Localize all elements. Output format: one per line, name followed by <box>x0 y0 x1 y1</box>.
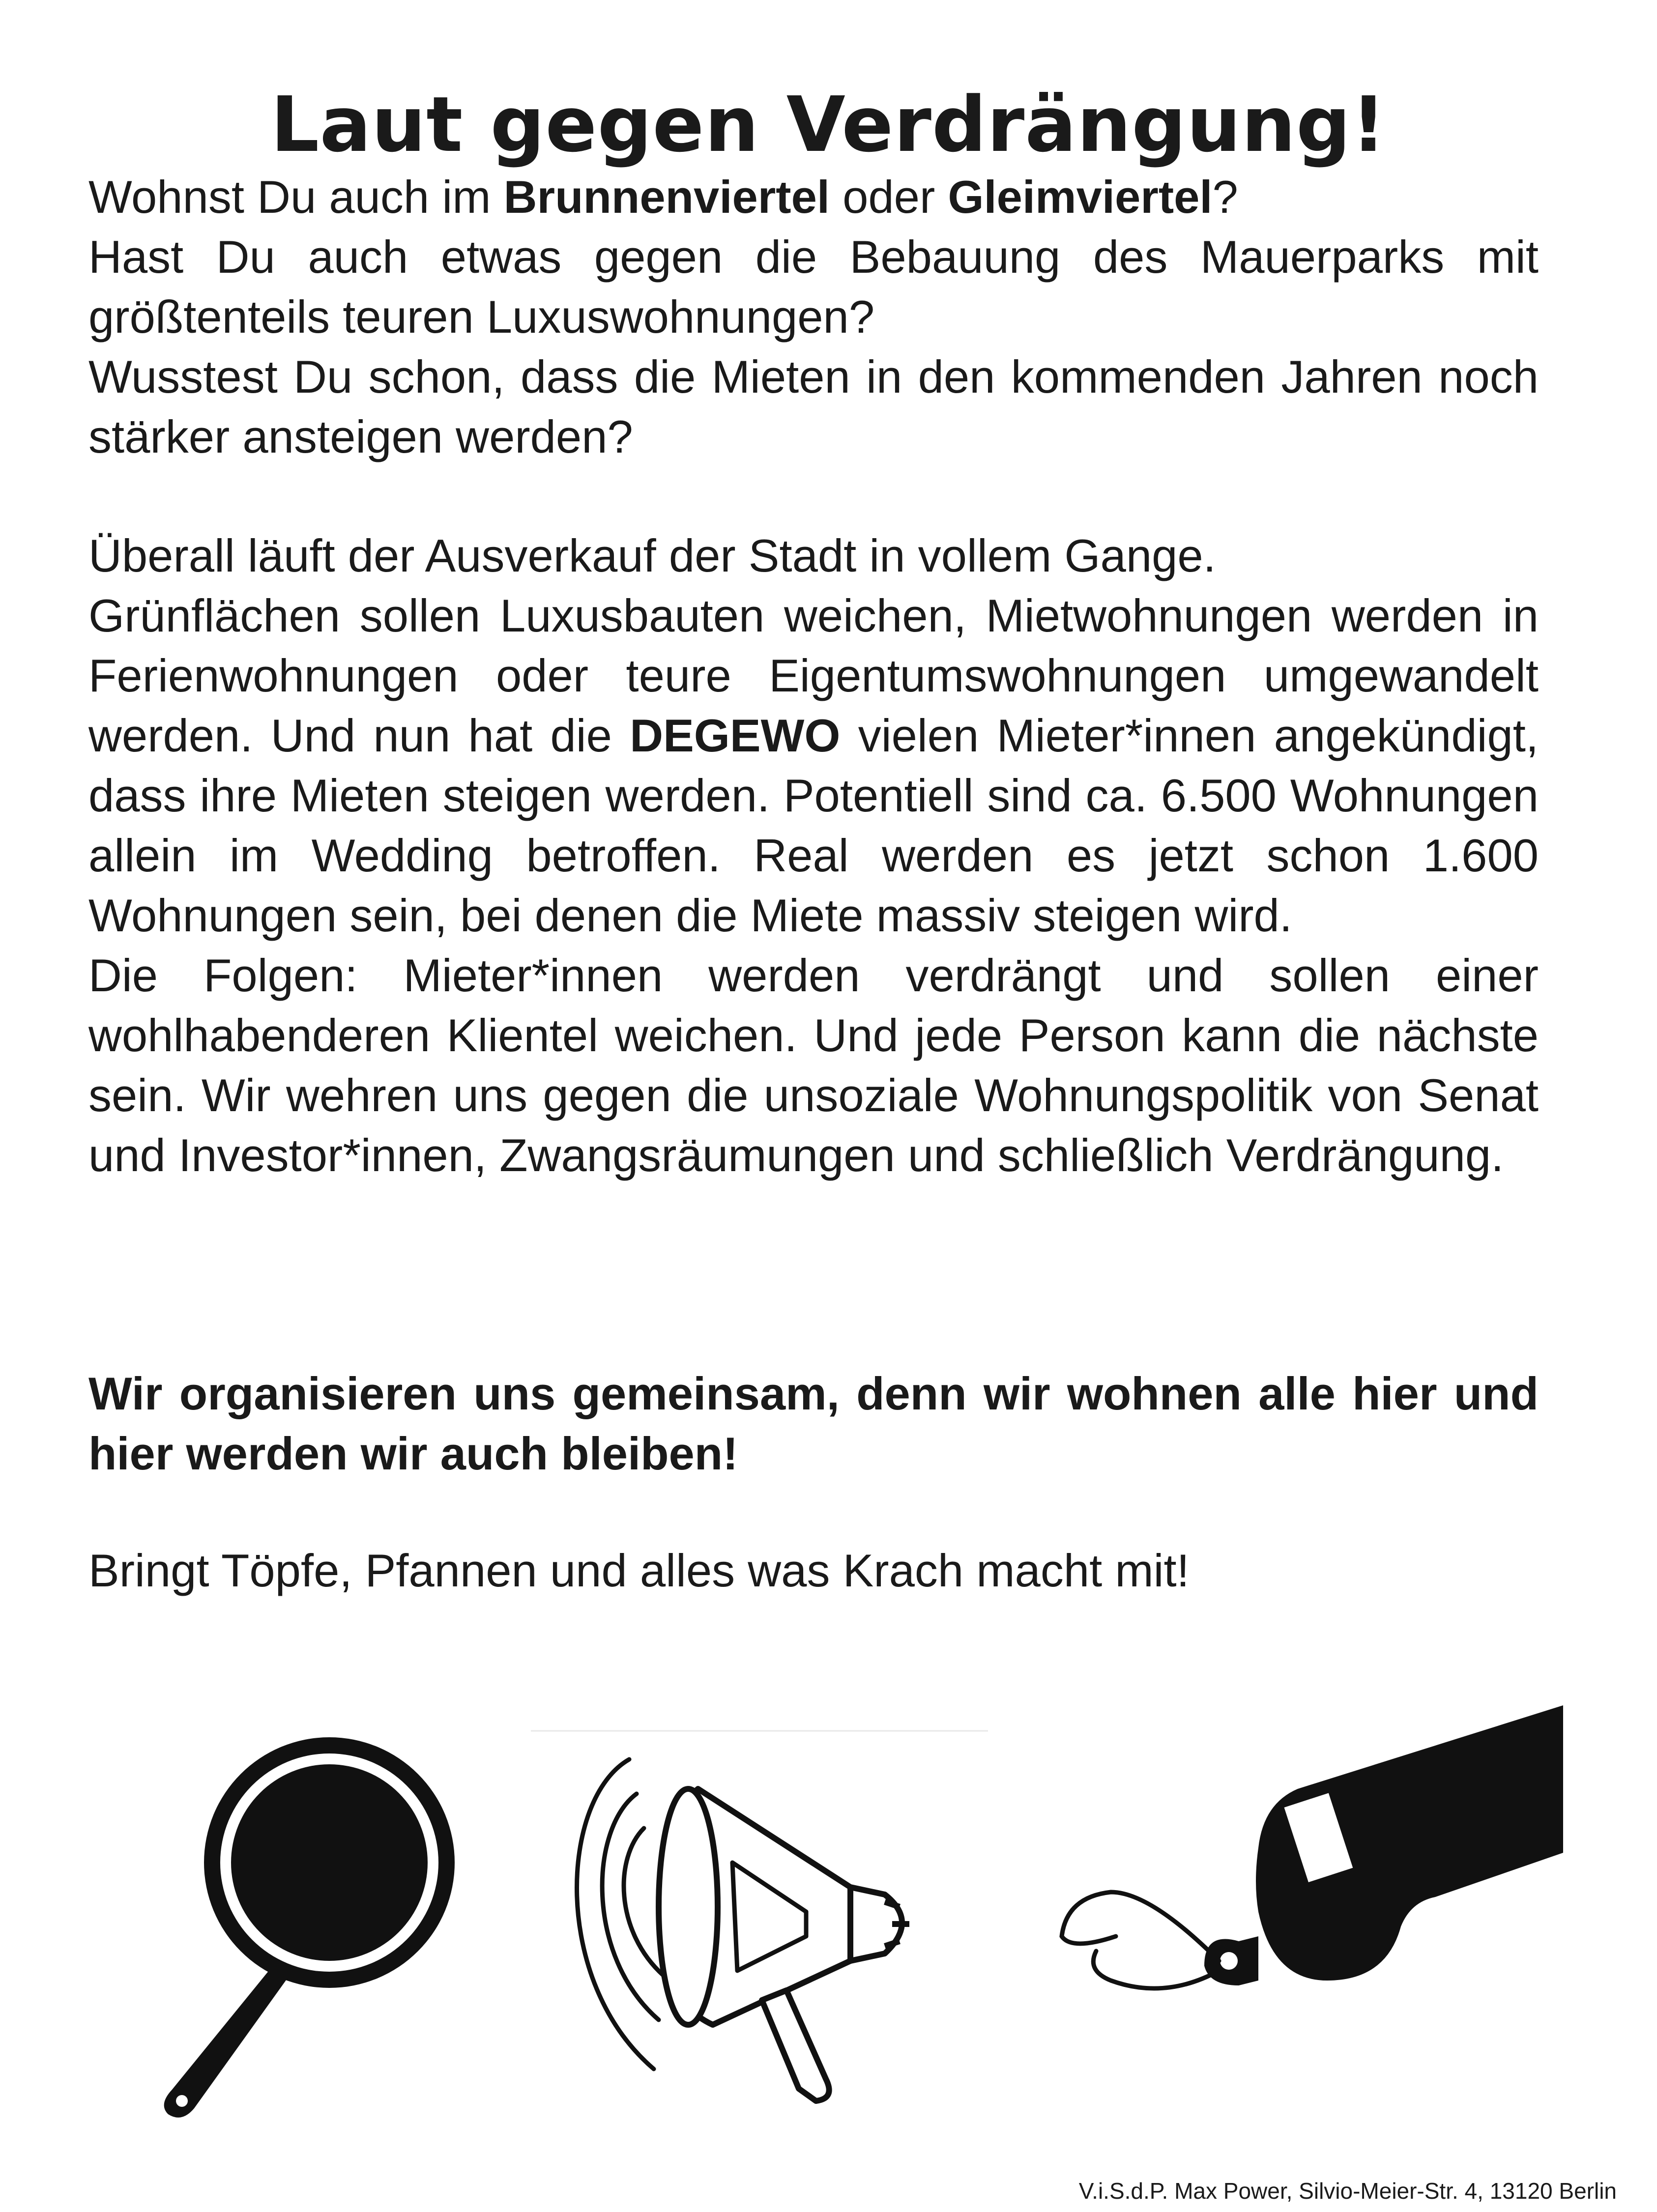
page-title: Laut gegen Verdrängung! <box>270 80 1387 169</box>
paragraph-text: vielen Mieter*innen angekündigt, dass ihre Mieten steigen werden. Potentiell sind ca. 6.500 Wohnungen allein im Wedding betroffen. Real werden es jetzt schon 1.600 Wohnungen sein, bei denen die Miete massiv steigen wird. <box>88 710 1539 941</box>
question-mauerpark: Hast Du auch etwas gegen die Bebauung des Mauerparks mit größtenteils teuren Luxuswohnungen? <box>88 231 1539 343</box>
question-mark: ? <box>1212 171 1238 223</box>
noise-icons <box>0 1705 1657 2148</box>
question-neighbourhood <box>88 167 1539 227</box>
paragraph-sellout: Überall läuft der Ausverkauf der Stadt in vollem Gange. <box>88 530 1216 581</box>
question-text: oder <box>830 171 948 223</box>
closing-text: Bringt Töpfe, Pfannen und alles was Krach macht mit! <box>88 1545 1190 1596</box>
megaphone-icon <box>531 1725 998 2118</box>
intro-questions <box>88 167 1539 467</box>
whistle-icon <box>1042 1705 1563 2098</box>
gleimviertel-label: Gleimviertel <box>948 171 1213 223</box>
callout <box>88 1364 1539 1484</box>
body-text <box>88 526 1539 1185</box>
paragraph-text: Grünflächen sollen Luxusbauten weichen, Mietwohnungen werden in Ferienwohnungen oder teure Eigentumswohnungen umgewandelt werden. Und nun hat die <box>88 590 1539 761</box>
imprint: V.i.S.d.P. Max Power, Silvio-Meier-Str. 4, 13120 Berlin <box>1078 2178 1617 2204</box>
callout-text: Wir organisieren uns gemeinsam, denn wir wohnen alle hier und hier werden wir auch bleiben! <box>88 1368 1539 1479</box>
question-rents: Wusstest Du schon, dass die Mieten in den kommenden Jahren noch stärker ansteigen werden? <box>88 351 1539 462</box>
paragraph-degewo <box>88 586 1539 946</box>
question-text: Wohnst Du auch im <box>88 171 504 223</box>
degewo-label: DEGEWO <box>630 710 841 761</box>
frying-pan-icon <box>162 1735 477 2128</box>
closing <box>88 1541 1539 1601</box>
paragraph-consequences: Die Folgen: Mieter*innen werden verdrängt und sollen einer wohlhabenderen Klientel weichen. Und jede Person kann die nächste sein. Wir wehren uns gegen die unsoziale Wohnungspolitik von Senat und Investor*innen, Zwangsräumungen und schließlich Verdrängung. <box>88 949 1539 1181</box>
brunnenviertel-label: Brunnenviertel <box>503 171 830 223</box>
